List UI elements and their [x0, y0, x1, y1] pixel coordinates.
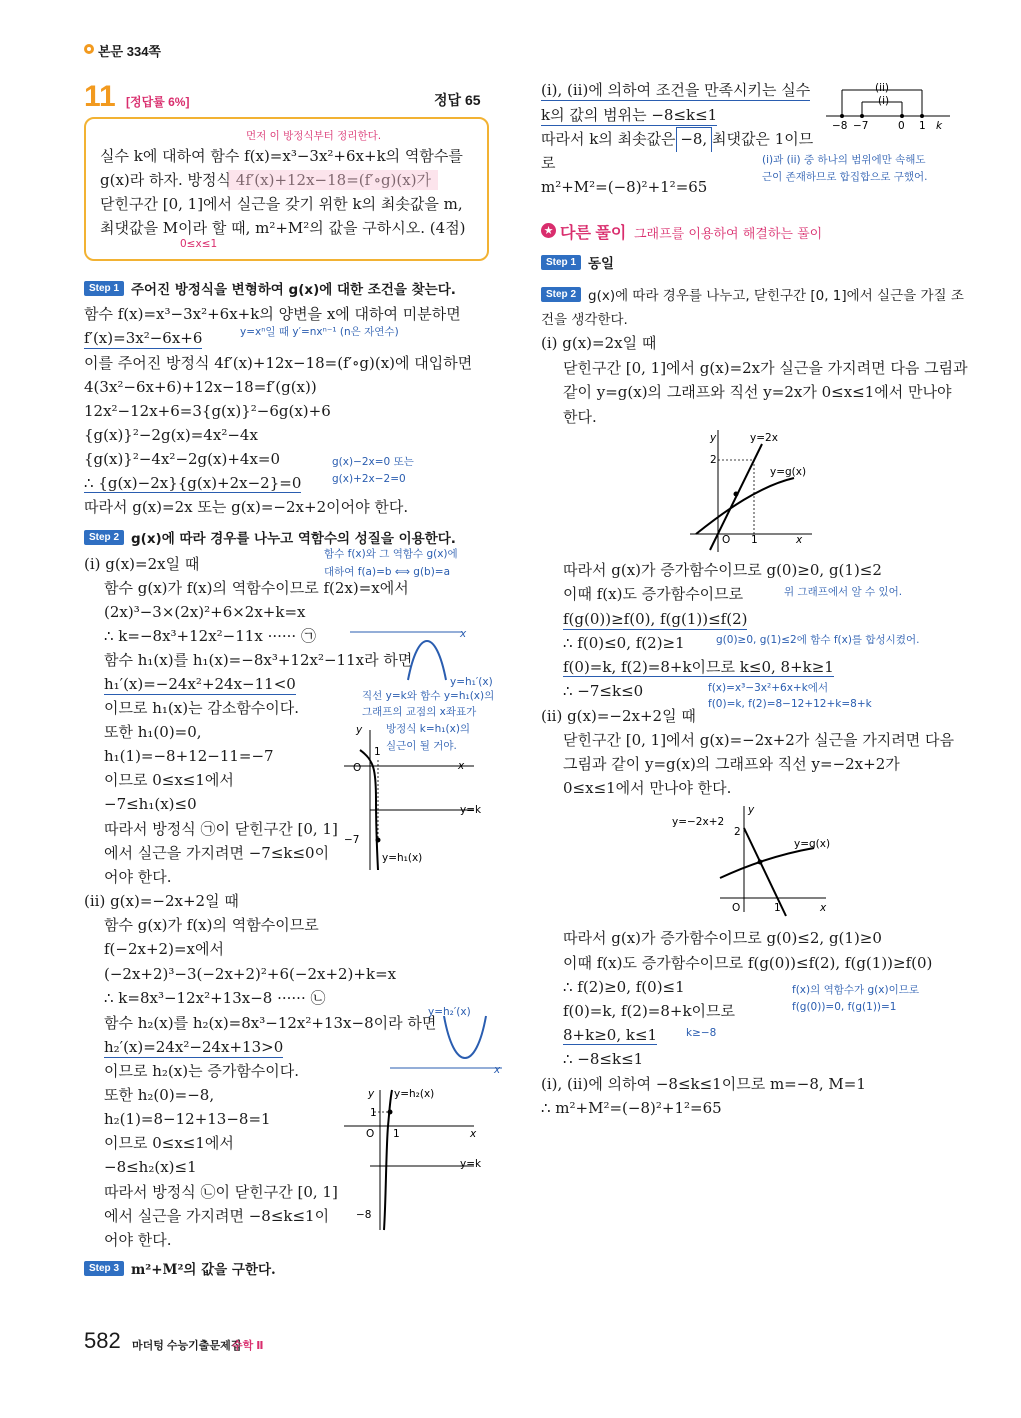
h2-x-label: x [470, 1128, 477, 1140]
case1-line-8: h₁(1)=−8+12−11=−7 [104, 747, 274, 765]
case2-line-10: 이므로 0≤x≤1에서 [104, 1134, 234, 1152]
header-label: 본문 334쪽 [98, 44, 161, 59]
h1-one: 1 [374, 746, 381, 758]
g2-origin: O [732, 902, 741, 914]
s1-line-0: 함수 f(x)=x³−3x²+6x+k의 양변을 x에 대하여 미분하면 [84, 305, 461, 323]
r-top-note-a: (i)과 (ii) 중 하나의 범위에만 속해도 [762, 154, 926, 166]
h1-label: y=h₁(x) [382, 852, 423, 864]
case2-line-11: −8≤h₂(x)≤1 [104, 1158, 197, 1176]
case1-line-0: (i) g(x)=2x일 때 [84, 555, 200, 573]
g2-line-label: y=−2x+2 [672, 816, 725, 828]
r-c2b-line-5: ∴ −8≤k≤1 [563, 1050, 644, 1068]
r-c2-note-2: k≥−8 [686, 1027, 717, 1039]
case2-line-12: 따라서 방정식 ㉡이 닫힌구간 [0, 1] [104, 1183, 338, 1201]
problem-line-2: g(x)라 하자. 방정식 4f′(x)+12x−18=(f′∘g)(x)가 [100, 171, 432, 189]
case1-line-9: 이므로 0≤x≤1에서 [104, 771, 234, 789]
g2-x-label: x [820, 902, 827, 914]
h1-x-label: x [458, 760, 465, 772]
r-c2-line-1: 닫힌구간 [0, 1]에서 g(x)=−2x+2가 실근을 가지려면 다음 [563, 731, 955, 749]
r-c1b-line-1: 이때 f(x)도 증가함수이므로 [563, 585, 744, 603]
r-c1-line-1: 닫힌구간 [0, 1]에서 g(x)=2x가 실근을 가지려면 다음 그림과 [563, 359, 968, 377]
r-c2b-line-2: ∴ f(2)≥0, f(0)≤1 [563, 978, 685, 996]
case2-line-14: 어야 한다. [104, 1231, 172, 1249]
r-c1-line-3: 한다. [563, 408, 597, 426]
case2-line-13: 에서 실근을 가지려면 −8≤k≤1이 [104, 1207, 330, 1225]
step2-text: g(x)에 따라 경우를 나누고 역함수의 성질을 이용한다. [131, 531, 456, 547]
r-c2b-line-4: 8+k≥0, k≤1 [563, 1026, 658, 1044]
h2-one-x: 1 [393, 1128, 400, 1140]
step2-tag: Step 2 [84, 530, 124, 545]
r-c2b-line-1: 이때 f(x)도 증가함수이므로 f(g(0))≤f(2), f(g(1))≥f(0) [563, 954, 933, 972]
h2-minus8: −8 [356, 1209, 372, 1221]
alt-subtitle: 그래프를 이용하여 해결하는 풀이 [634, 227, 823, 242]
s1-note-2b: g(x)+2x−2=0 [332, 473, 406, 485]
case2-line-2: f(−2x+2)=x에서 [104, 940, 224, 958]
case1-line-11: 따라서 방정식 ㉠이 닫힌구간 [0, 1] [104, 820, 338, 838]
s1-line-5: {g(x)}²−2g(x)=4x²−4x [84, 426, 258, 444]
s1-line-1: f′(x)=3x²−6x+6 [84, 329, 203, 347]
r-top-line-0: (i), (ii)에 의하여 조건을 만족시키는 실수 [541, 81, 811, 99]
s1-line-6: {g(x)}²−4x²−2g(x)+4x=0 [84, 450, 281, 468]
h2-yk: y=k [460, 1158, 482, 1170]
case1-line-6: 이므로 h₁(x)는 감소함수이다. [104, 699, 300, 717]
g1-y2x: y=2x [750, 432, 778, 444]
problem-line-4: 최댓값을 M이라 할 때, m²+M²의 값을 구하시오. (4점) [100, 219, 466, 237]
r-c2b-line-3: f(0)=k, f(2)=8+k이므로 [563, 1002, 736, 1020]
nl-m7: −7 [853, 120, 869, 132]
case1-line-10: −7≤h₁(x)≤0 [104, 795, 197, 813]
step1-tag: Step 1 [84, 281, 124, 296]
case2-line-0: (ii) g(x)=−2x+2일 때 [84, 892, 239, 910]
g1-y-axis-label: y [710, 432, 717, 444]
case1-line-5: h₁′(x)=−24x²+24x−11<0 [104, 675, 296, 693]
r-c1-line-0: (i) g(x)=2x일 때 [541, 334, 657, 352]
g1-ygx: y=g(x) [770, 466, 807, 478]
step1-text: 주어진 방정식을 변형하여 g(x)에 대한 조건을 찾는다. [131, 282, 456, 298]
r-c1-note-3b: f(0)=k, f(2)=8−12+12+k=8+k [708, 698, 872, 710]
g2-y-axis-label: y [748, 804, 755, 816]
nl-ii: (ii) [875, 82, 890, 94]
r-c1b-line-0: 따라서 g(x)가 증가함수이므로 g(0)≥0, g(1)≤2 [563, 561, 882, 579]
nl-k: k [936, 120, 943, 132]
h1-origin: O [353, 762, 362, 774]
r-top-line-1: k의 값의 범위는 −8≤k≤1 [541, 106, 718, 124]
g1-two: 2 [710, 454, 717, 466]
case1-line-3: ∴ k=−8x³+12x²−11x ······ ㉠ [104, 627, 316, 645]
r-c2-note-1a: f(x)의 역함수가 g(x)이므로 [792, 984, 919, 996]
case1-note-3: 실근이 될 거야. [386, 740, 457, 752]
r-c1b-line-4: f(0)=k, f(2)=8+k이므로 k≤0, 8+k≥1 [563, 658, 834, 676]
r-top-box [676, 127, 712, 152]
h1-minus7: −7 [344, 834, 360, 846]
r-c1b-line-2: f(g(0))≥f(0), f(g(1))≤f(2) [563, 610, 748, 628]
nl-m8: −8 [832, 120, 848, 132]
case1-note-2: 방정식 k=h₁(x)의 [386, 723, 471, 735]
r-c1b-line-5: ∴ −7≤k≤0 [563, 682, 644, 700]
step3-tag: Step 3 [84, 1261, 124, 1276]
case2-line-5: 함수 h₂(x)를 h₂(x)=8x³−12x²+13x−8이라 하면 [104, 1014, 437, 1032]
problem-line-1: 실수 k에 대하여 함수 f(x)=x³−3x²+6x+k의 역함수를 [100, 147, 463, 165]
h2-label: y=h₂(x) [394, 1088, 435, 1100]
h2d-x-label: x [494, 1064, 501, 1076]
r-final-line-1: ∴ m²+M²=(−8)²+1²=65 [541, 1099, 722, 1117]
case1-line-4: 함수 h₁(x)를 h₁(x)=−8x³+12x²−11x라 하면 [104, 651, 413, 669]
g2-two: 2 [734, 826, 741, 838]
s1-line-4: 12x²−12x+6=3{g(x)}²−6g(x)+6 [84, 402, 331, 420]
r-c1-note-3a: f(x)=x³−3x²+6x+k에서 [708, 682, 829, 694]
r-step2-tag: Step 2 [541, 287, 581, 302]
case1-line-12: 에서 실근을 가지려면 −7≤k≤0이 [104, 844, 330, 862]
r-top-line-4: m²+M²=(−8)²+1²=65 [541, 178, 708, 196]
r-c2-line-0: (ii) g(x)=−2x+2일 때 [541, 707, 696, 725]
g1-x-label: x [796, 534, 803, 546]
footer-book: 마더텅 수능기출문제집 [132, 1340, 242, 1352]
h1-yk: y=k [460, 804, 482, 816]
case2-line-4: ∴ k=8x³−12x²+13x−8 ······ ㉡ [104, 989, 326, 1007]
r-step1-tag: Step 1 [541, 255, 581, 270]
problem-line-3: 닫힌구간 [0, 1]에서 실근을 갖기 위한 k의 최솟값을 m, [100, 195, 463, 213]
r-c1-note-1: 위 그래프에서 알 수 있어. [784, 586, 903, 598]
g1-origin: O [722, 534, 731, 546]
r-step1-text: 동일 [588, 256, 615, 272]
r-step2-text-a: g(x)에 따라 경우를 나누고, 닫힌구간 [0, 1]에서 실근을 가질 조 [588, 288, 964, 304]
nl-one: 1 [919, 120, 926, 132]
r-step2-text-b: 건을 생각한다. [541, 312, 628, 328]
problem-number: 11 [84, 80, 116, 113]
h2-y-axis-label: y [368, 1088, 375, 1100]
problem-note-top: 먼저 이 방정식부터 정리한다. [246, 130, 382, 142]
case2-line-9: h₂(1)=8−12+13−8=1 [104, 1110, 271, 1128]
case2-line-1: 함수 g(x)가 f(x)의 역함수이므로 [104, 916, 319, 934]
alt-icon: ★ [541, 223, 556, 238]
s1-line-7: ∴ {g(x)−2x}{g(x)+2x−2}=0 [84, 474, 302, 492]
case1-line-7: 또한 h₁(0)=0, [104, 723, 202, 741]
h1d-label: y=h₁′(x) [450, 676, 493, 688]
case1-line-2: (2x)³−3×(2x)²+6×2x+k=x [104, 603, 306, 621]
h2-one-y: 1 [370, 1107, 377, 1119]
case2-line-8: 또한 h₂(0)=−8, [104, 1086, 215, 1104]
r-c2-note-1b: f(g(0))=0, f(g(1))=1 [792, 1001, 897, 1013]
r-c1-note-2: g(0)≥0, g(1)≤2에 함수 f(x)를 합성시켰어. [716, 634, 920, 646]
case1-line-13: 어야 한다. [104, 868, 172, 886]
h1d-x-label: x [460, 628, 467, 640]
s1-line-3: 4(3x²−6x+6)+12x−18=f′(g(x)) [84, 378, 317, 396]
r-c2-line-3: 0≤x≤1에서 만나야 한다. [563, 779, 732, 797]
problem-rate: [정답률 6%] [126, 95, 190, 109]
h1-y-axis-label: y [356, 724, 363, 736]
r-top-line-2: 따라서 k의 최솟값은 −8, 최댓값은 1이므 [541, 130, 814, 148]
h2-derivative-graph [390, 1012, 510, 1082]
r-c2b-line-0: 따라서 g(x)가 증가함수이므로 g(0)≤2, g(1)≥0 [563, 929, 882, 947]
header-marker [84, 44, 94, 54]
s1-line-8: 따라서 g(x)=2x 또는 g(x)=−2x+2이어야 한다. [84, 498, 409, 516]
g2-one: 1 [774, 902, 781, 914]
h2-origin: O [366, 1128, 375, 1140]
case1-note-0: 직선 y=k와 함수 y=h₁(x)의 [362, 690, 495, 702]
s2-note-b: 대하여 f(a)=b ⟺ g(b)=a [324, 566, 451, 578]
nl-i: (i) [878, 95, 890, 107]
case2-line-7: 이므로 h₂(x)는 증가함수이다. [104, 1062, 300, 1080]
s1-note-2a: g(x)−2x=0 또는 [332, 456, 414, 468]
r-c2-line-2: 그림과 같이 y=g(x)의 그래프와 직선 y=−2x+2가 [563, 755, 900, 773]
case2-line-6: h₂′(x)=24x²−24x+13>0 [104, 1038, 284, 1056]
r-c1-line-2: 같이 y=g(x)의 그래프와 직선 y=2x가 0≤x≤1에서 만나야 [563, 383, 952, 401]
r-top-note-b: 근이 존재하므로 합집합으로 구했어. [762, 171, 928, 183]
case2-line-3: (−2x+2)³−3(−2x+2)²+6(−2x+2)+k=x [104, 965, 397, 983]
problem-highlight [228, 170, 438, 190]
r-c1b-line-3: ∴ f(0)≤0, f(2)≥1 [563, 634, 685, 652]
r-top-line-3: 로 [541, 154, 556, 172]
s1-note-1: y=xⁿ일 때 y′=nxⁿ⁻¹ (n은 자연수) [240, 326, 399, 338]
case1-line-1: 함수 g(x)가 f(x)의 역함수이므로 f(2x)=x에서 [104, 579, 409, 597]
g2-ygx: y=g(x) [794, 838, 831, 850]
g1-one: 1 [751, 534, 758, 546]
r-final-line-0: (i), (ii)에 의하여 −8≤k≤1이므로 m=−8, M=1 [541, 1075, 866, 1093]
page-number: 582 [84, 1328, 121, 1353]
footer-subject: 수학 Ⅱ [232, 1340, 264, 1352]
h2d-label: y=h₂′(x) [428, 1006, 471, 1018]
step3-text: m²+M²의 값을 구한다. [131, 1262, 276, 1278]
case1-note-1: 그래프의 교점의 x좌표가 [362, 706, 477, 718]
s1-line-2: 이를 주어진 방정식 4f′(x)+12x−18=(f′∘g)(x)에 대입하면 [84, 354, 473, 372]
alt-title: 다른 풀이 [560, 225, 627, 242]
nl-zero: 0 [898, 120, 905, 132]
problem-note-bottom: 0≤x≤1 [180, 238, 218, 250]
s2-note-a: 함수 f(x)와 그 역함수 g(x)에 [324, 548, 458, 560]
problem-answer: 정답 65 [434, 92, 481, 108]
